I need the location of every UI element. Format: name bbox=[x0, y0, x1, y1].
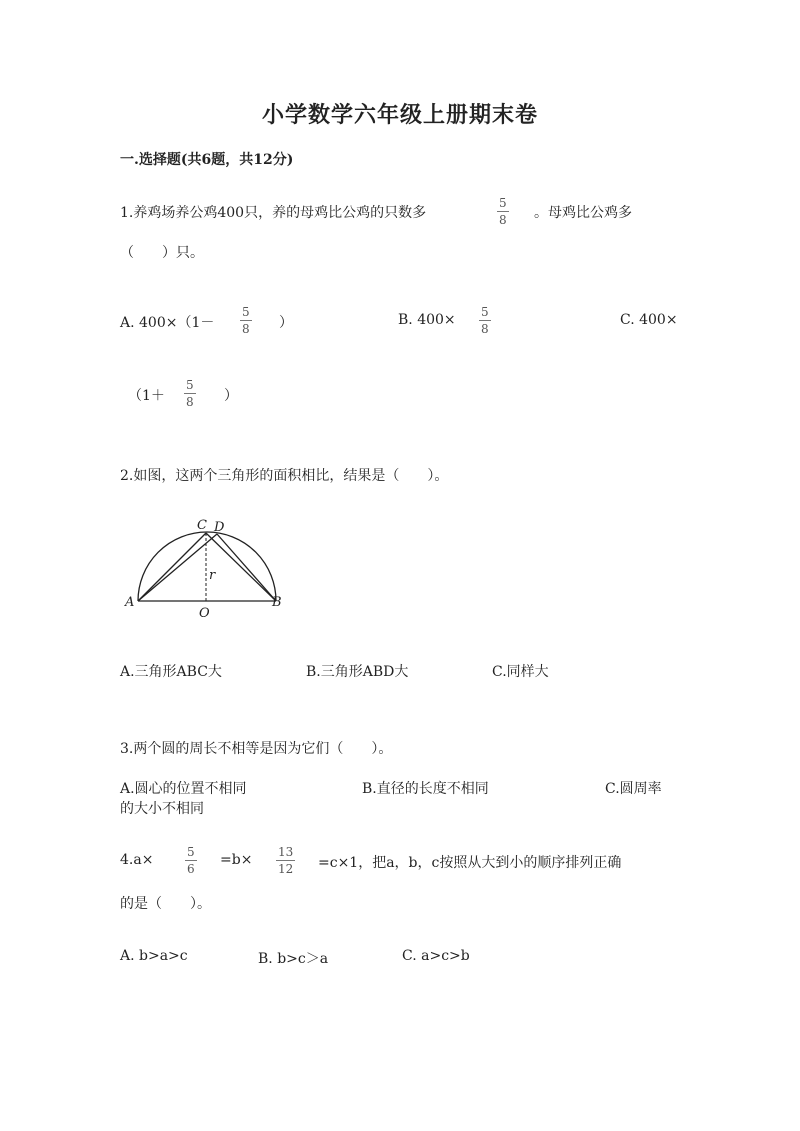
q4-fraction-1-numerator: 5 bbox=[187, 845, 195, 859]
q3-option-c-cont: 的大小不相同 bbox=[120, 801, 204, 817]
q4-option-a: A. b>a>c bbox=[120, 948, 188, 964]
q4-stem-part3: =c×1，把a，b，c按照从大到小的顺序排列正确 bbox=[318, 855, 622, 871]
q2-option-c: C.同样大 bbox=[492, 664, 549, 680]
label-B: B bbox=[272, 595, 282, 610]
q1-option-c-fraction bbox=[184, 379, 196, 408]
q1-option-b-numerator: 5 bbox=[481, 305, 489, 319]
q3-option-b: B.直径的长度不相同 bbox=[362, 781, 489, 797]
q1-option-b-denominator: 8 bbox=[481, 322, 489, 336]
q1-option-b-fraction bbox=[479, 306, 491, 335]
q1-stem-part3: （ ）只。 bbox=[120, 245, 204, 261]
label-D: D bbox=[214, 520, 225, 535]
q3-stem: 3.两个圆的周长不相等是因为它们（ ）。 bbox=[120, 741, 393, 757]
q1-option-c-denominator: 8 bbox=[186, 395, 194, 409]
q4-fraction-2-numerator: 13 bbox=[278, 845, 294, 859]
q1-stem-part1: 1.养鸡场养公鸡400只，养的母鸡比公鸡的只数多 bbox=[120, 205, 427, 221]
q3-option-c: C.圆周率 bbox=[605, 781, 662, 797]
segment-AD bbox=[138, 534, 217, 601]
page-title: 小学数学六年级上册期末卷 bbox=[261, 102, 538, 128]
q4-fraction-1 bbox=[185, 846, 197, 875]
q4-option-b: B. b>c＞a bbox=[258, 951, 329, 967]
q4-fraction-2 bbox=[276, 846, 295, 875]
q1-option-c-close: ） bbox=[224, 388, 238, 404]
segment-AC bbox=[138, 533, 206, 601]
q1-fraction bbox=[497, 197, 509, 226]
q1-option-a-numerator: 5 bbox=[242, 305, 250, 319]
q2-option-a: A.三角形ABC大 bbox=[120, 664, 222, 680]
q1-option-b: B. 400× bbox=[398, 312, 456, 328]
q1-option-a-fraction bbox=[240, 306, 252, 335]
q4-fraction-2-denominator: 12 bbox=[278, 862, 294, 876]
semicircle-triangles-figure bbox=[110, 512, 310, 622]
q1-option-a-denominator: 8 bbox=[242, 322, 250, 336]
q3-option-a: A.圆心的位置不相同 bbox=[120, 781, 247, 797]
q1-option-a-close: ） bbox=[279, 315, 293, 331]
q4-fraction-1-denominator: 6 bbox=[187, 862, 195, 876]
q1-fraction-denominator: 8 bbox=[499, 213, 507, 227]
section-heading: 一.选择题(共6题，共12分) bbox=[120, 152, 294, 168]
q4-stem-part2: =b× bbox=[220, 852, 253, 868]
q2-option-b: B.三角形ABD大 bbox=[306, 664, 409, 680]
segment-CB bbox=[206, 533, 276, 601]
q4-stem-part1: 4.a× bbox=[120, 852, 154, 868]
q1-fraction-numerator: 5 bbox=[499, 196, 507, 210]
q4-option-c: C. a>c>b bbox=[402, 948, 470, 964]
q1-stem-part2: 。母鸡比公鸡多 bbox=[534, 205, 632, 221]
q1-option-a: A. 400×（1－ bbox=[120, 315, 215, 331]
q1-option-c: C. 400× bbox=[620, 312, 678, 328]
label-A: A bbox=[125, 595, 135, 610]
q1-option-c-cont: （1＋ bbox=[128, 388, 165, 404]
label-O: O bbox=[199, 606, 210, 621]
q2-stem: 2.如图，这两个三角形的面积相比，结果是（ ）。 bbox=[120, 468, 449, 484]
q4-stem-part4: 的是（ ）。 bbox=[120, 896, 211, 912]
q1-option-c-numerator: 5 bbox=[186, 378, 194, 392]
label-C: C bbox=[197, 518, 207, 533]
label-r: r bbox=[209, 568, 216, 583]
